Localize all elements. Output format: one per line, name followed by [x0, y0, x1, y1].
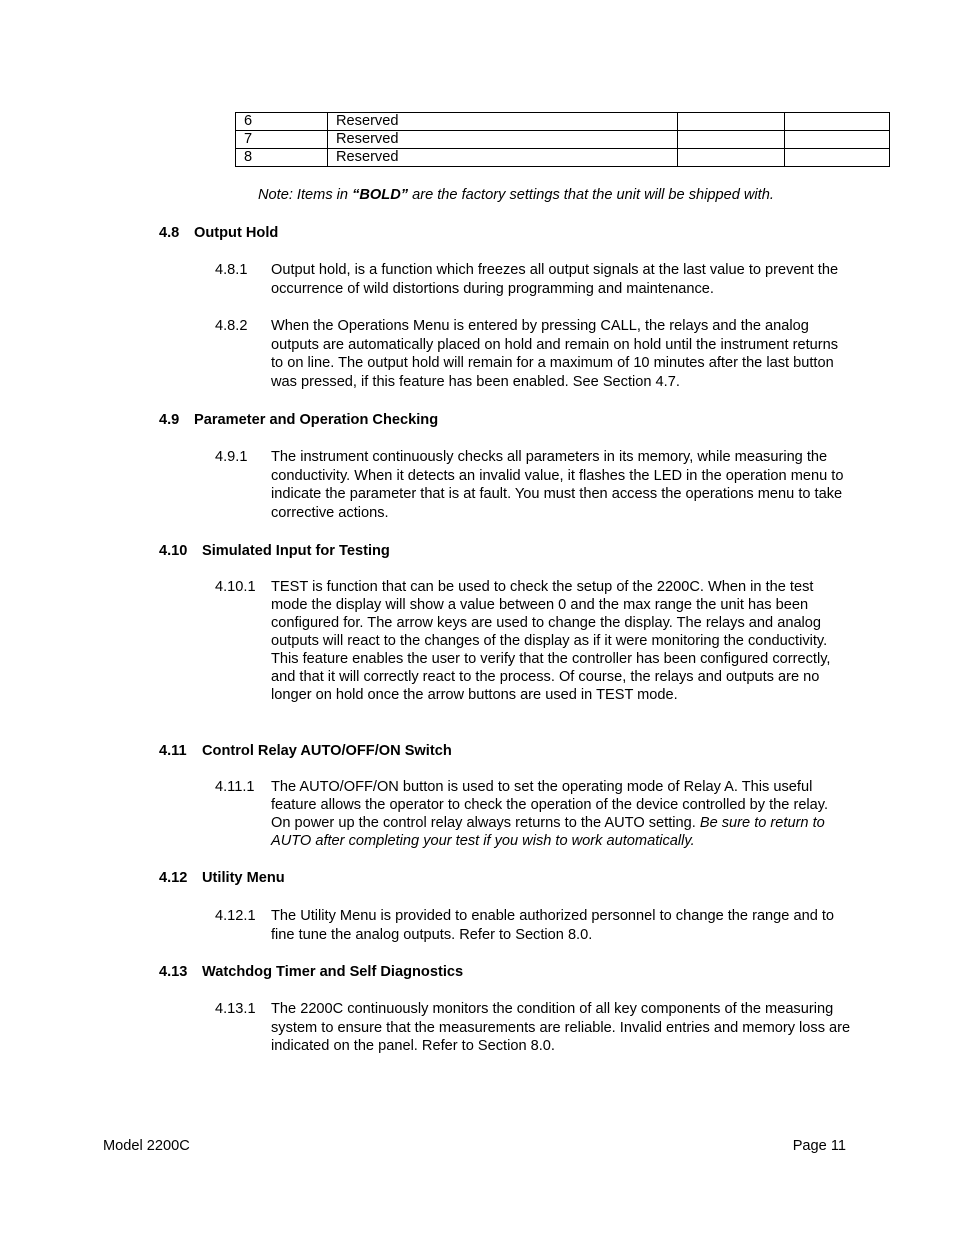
- subsection-number: 4.9.1: [215, 449, 248, 465]
- note-bold-word: “BOLD”: [352, 187, 409, 203]
- table-cell-label: Reserved: [328, 149, 678, 167]
- subsection-text: The Utility Menu is provided to enable authorized personnel to change the range and to fine tune the analog outputs. Refer to Section 8.0.: [271, 908, 835, 943]
- table-cell-label: Reserved: [328, 113, 678, 131]
- section-title: Control Relay AUTO/OFF/ON Switch: [202, 743, 452, 759]
- section-heading-output-hold: [159, 224, 278, 242]
- subsection-text-italic: Be sure to return to AUTO after completing your test if you wish to work automatically.: [271, 815, 825, 849]
- subsection-number: 4.13.1: [215, 1001, 256, 1017]
- section-number: 4.8: [159, 225, 180, 241]
- section-heading-parameter-checking: [159, 411, 438, 429]
- table-cell-empty: [785, 113, 890, 131]
- factory-settings-note: [258, 186, 878, 204]
- table-cell-empty: [785, 131, 890, 149]
- subsection-text: The instrument continuously checks all parameters in its memory, while measuring the conductivity. When it detects an invalid value, it flashes the LED in the operation menu to indicate the parameter that is at fault. You must then access the operations menu to take corrective actions.: [271, 449, 844, 522]
- section-heading-control-relay: [159, 742, 452, 760]
- note-suffix: are the factory settings that the unit will be shipped with.: [408, 187, 774, 203]
- section-title: Parameter and Operation Checking: [194, 412, 439, 428]
- subsection-text: When the Operations Menu is entered by pressing CALL, the relays and the analog outputs are automatically placed on hold and remain on hold until the instrument returns to on line. The output hold will remain for a maximum of 10 minutes after the last button was pressed, if this feature has been enabled. See Section 4.7.: [271, 318, 839, 391]
- subsection-number: 4.8.2: [215, 318, 248, 334]
- table-cell-empty: [678, 131, 785, 149]
- section-number: 4.12: [159, 870, 188, 886]
- footer-page-number: Page 11: [792, 1138, 846, 1154]
- reserved-items-table: [235, 112, 890, 167]
- table-cell-empty: [785, 149, 890, 167]
- subsection-text: The 2200C continuously monitors the condition of all key components of the measuring system to ensure that the measurements are reliable. Invalid entries and memory loss are indicated on the panel. Refer to Section 8.0.: [271, 1001, 851, 1055]
- subsection-text: TEST is function that can be used to check the setup of the 2200C. When in the test mode the display will show a value between 0 and the max range the unit has been configured for. The arrow keys are used to change the display. The relays and analog outputs will react to the changes of the display as if it were monitoring the conductivity. This feature enables the user to verify that the controller has been configured correctly, and that it will correctly react to the process. Of course, the relays and outputs are no longer on hold once the arrow buttons are used in TEST mode.: [271, 579, 831, 703]
- subsection-number: 4.10.1: [215, 579, 256, 595]
- section-title: Utility Menu: [202, 870, 285, 886]
- note-prefix: Note: Items in: [258, 187, 353, 203]
- subsection-number: 4.11.1: [215, 779, 255, 795]
- section-title: Output Hold: [194, 225, 279, 241]
- table-row: [236, 131, 890, 149]
- subsection-text: [271, 778, 851, 850]
- section-number: 4.13: [159, 964, 188, 980]
- table-row: [236, 149, 890, 167]
- section-number: 4.10: [159, 543, 188, 559]
- footer-model: Model 2200C: [103, 1138, 190, 1154]
- table-cell-label: Reserved: [328, 131, 678, 149]
- table-cell-number: 7: [236, 131, 328, 149]
- section-title: Watchdog Timer and Self Diagnostics: [202, 964, 464, 980]
- section-title: Simulated Input for Testing: [202, 543, 390, 559]
- section-heading-utility-menu: [159, 869, 285, 887]
- section-heading-watchdog-timer: [159, 963, 463, 981]
- subsection-number: 4.12.1: [215, 908, 256, 924]
- section-number: 4.11: [159, 743, 187, 759]
- table-cell-number: 8: [236, 149, 328, 167]
- subsection-text: Output hold, is a function which freezes all output signals at the last value to prevent the occurrence of wild distortions during programming and maintenance.: [271, 262, 839, 297]
- table-cell-number: 6: [236, 113, 328, 131]
- subsection-text-regular: The AUTO/OFF/ON button is used to set the operating mode of Relay A. This useful feature allows the operator to check the operation of the device controlled by the relay. On power up the control relay always returns to the AUTO setting.: [271, 779, 829, 831]
- table-cell-empty: [678, 113, 785, 131]
- table-row: [236, 113, 890, 131]
- section-heading-simulated-input: [159, 542, 390, 560]
- subsection-number: 4.8.1: [215, 262, 248, 278]
- table-cell-empty: [678, 149, 785, 167]
- section-number: 4.9: [159, 412, 180, 428]
